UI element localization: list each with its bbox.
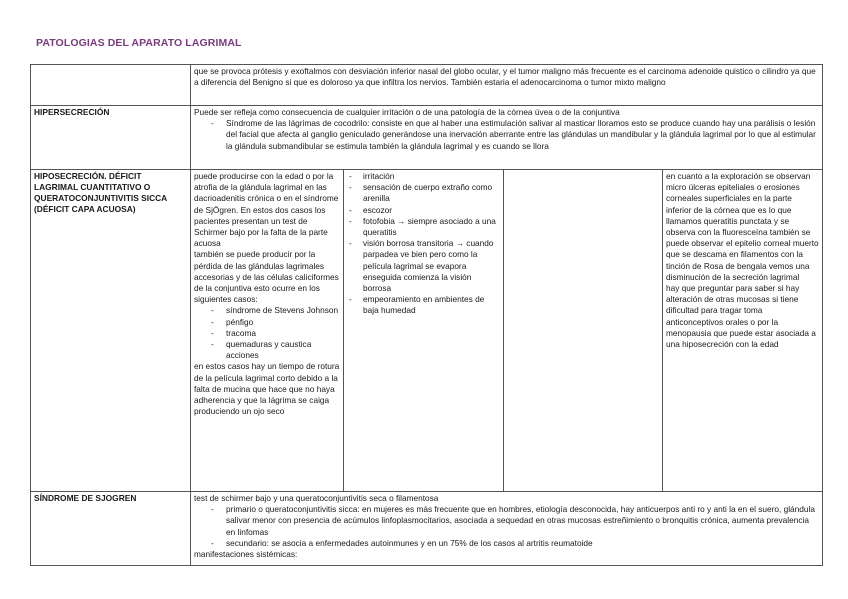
table-row-hipersecrecion bbox=[31, 106, 823, 170]
hiposecrecion-empty-cell bbox=[504, 170, 663, 492]
table-row-sjogren bbox=[31, 492, 823, 566]
list-item: - fotofobia → siempre asociado a una queratitis bbox=[363, 216, 500, 238]
sjogren-end: manifestaciones sistémicas: bbox=[194, 549, 298, 560]
sjogren-intro: test de schirmer bajo y una queratoconjuntivitis seca o filamentosa bbox=[194, 493, 439, 503]
hiposecrecion-exploration bbox=[663, 170, 823, 492]
row-label-empty bbox=[31, 65, 191, 106]
pathology-table bbox=[30, 64, 823, 566]
causes-intro: puede producirse con la edad o por la atrofia de la glándula lagrimal en las dacrioadenitis crónica o en el síndrome de SjÖgren. En estos dos casos los pacientes presentan un test de Schirmer bajo por la falta de la parte acuosa bbox=[194, 171, 339, 249]
table-row-continuation bbox=[31, 65, 823, 106]
list-item: - empeoramiento en ambientes de baja humedad bbox=[363, 294, 500, 316]
table-row-hiposecrecion bbox=[31, 170, 823, 492]
list-item: - irritación bbox=[363, 171, 500, 182]
row-label-hiposecrecion: HIPOSECRECIÓN. DÉFICIT LAGRIMAL CUANTITATIVO O QUERATOCONJUNTIVITIS SICCA (DÉFICIT CAPA ACUOSA) bbox=[31, 170, 191, 492]
list-item: - primario o queratoconjuntivitis sicca: en mujeres es más frecuente que en hombres, etiología desconocida, hay anticuerpos anti ro y anti la en el suero, glándula salivar menor con presencia de acúmulos linfoplasmocitarios, asociada a sequedad en otras mucosas estreñimiento o bronquitis crónica, aumenta prevalencia en linfomas bbox=[226, 504, 819, 538]
sjogren-content bbox=[191, 492, 823, 566]
list-item: - escozor bbox=[363, 205, 500, 216]
list-item: - Síndrome de las lágrimas de cocodrilo: consiste en que al haber una estimulación salivar al masticar lloramos esto se produce cuando hay una parálisis o lesión del facial que afecta al ganglio geniculado generándose una inervación aberrante entre las glándulas un mandibular y la glándula lagrimal por lo que al estimular la glándula submandibular se estimula también la glándula lagrimal y es cuando se llora bbox=[226, 118, 819, 152]
list-item: - visión borrosa transitoria → cuando parpadea ve bien pero como la película lagrimal se evapora enseguida comienza la visión borrosa bbox=[363, 238, 500, 294]
exploration-text: en cuanto a la exploración se observan micro úlceras epiteliales o erosiones corneales superficiales en la parte inferior de la córnea que es lo que llamamos queratitis punctata y se observa con la fluoresceína también se puede observar el epitelio corneal muerto que se descama en filamentos con la tinción de Rosa de bengala vemos una disminución de la secreción lagrimal bbox=[666, 171, 819, 282]
row-label-sjogren: SÍNDROME DE SJOGREN bbox=[31, 492, 191, 566]
hipersecrecion-content bbox=[191, 106, 823, 170]
list-item: - secundario: se asocia a enfermedades autoinmunes y en un 75% de los casos al artritis reumatoide bbox=[226, 538, 819, 549]
list-item: - síndrome de Stevens Johnson bbox=[226, 305, 340, 316]
continuation-text: que se provoca prótesis y exoftalmos con desviación inferior nasal del globo ocular, y el tumor maligno más frecuente es el carcinoma adenoide quistico o cilindro ya que a diferencia del Benigno si que es doloroso ya que infiltra los nervios. También estaria el adenocarcinoma o tumor mixto maligno bbox=[191, 65, 823, 106]
causes-end: en estos casos hay un tiempo de rotura de la película lagrimal corto debido a la falta de mucina que hace que no haya adherencia y que la lágrima se caiga produciendo un ojo seco bbox=[194, 361, 340, 417]
page-title: PATOLOGIAS DEL APARATO LAGRIMAL bbox=[36, 37, 242, 49]
list-item: - sensación de cuerpo extraño como arenilla bbox=[363, 182, 500, 204]
hiposecrecion-causes bbox=[191, 170, 344, 492]
hipersecrecion-intro: Puede ser refleja como consecuencia de cualquier irritación o de una patología de la córnea úvea o de la conjuntiva bbox=[194, 107, 620, 117]
list-item: - pénfigo bbox=[226, 317, 340, 328]
hiposecrecion-symptoms bbox=[344, 170, 504, 492]
row-label-hipersecrecion: HIPERSECRECIÓN bbox=[31, 106, 191, 170]
list-item: - tracoma bbox=[226, 328, 340, 339]
causes-mid: también se puede producir por la pérdida de las glándulas lagrimales accesorias y de las células caliciformes de la conjuntiva esto ocurre en los siguientes casos: bbox=[194, 249, 339, 305]
list-item: - quemaduras y caustica acciones bbox=[226, 339, 340, 361]
exploration-questions: hay que preguntar para saber si hay alteración de otras mucosas si tiene dificultad para tragar toma anticonceptivos orales o por la menopausia que puede estar asociada a una hiposecreción con la edad bbox=[666, 283, 816, 350]
